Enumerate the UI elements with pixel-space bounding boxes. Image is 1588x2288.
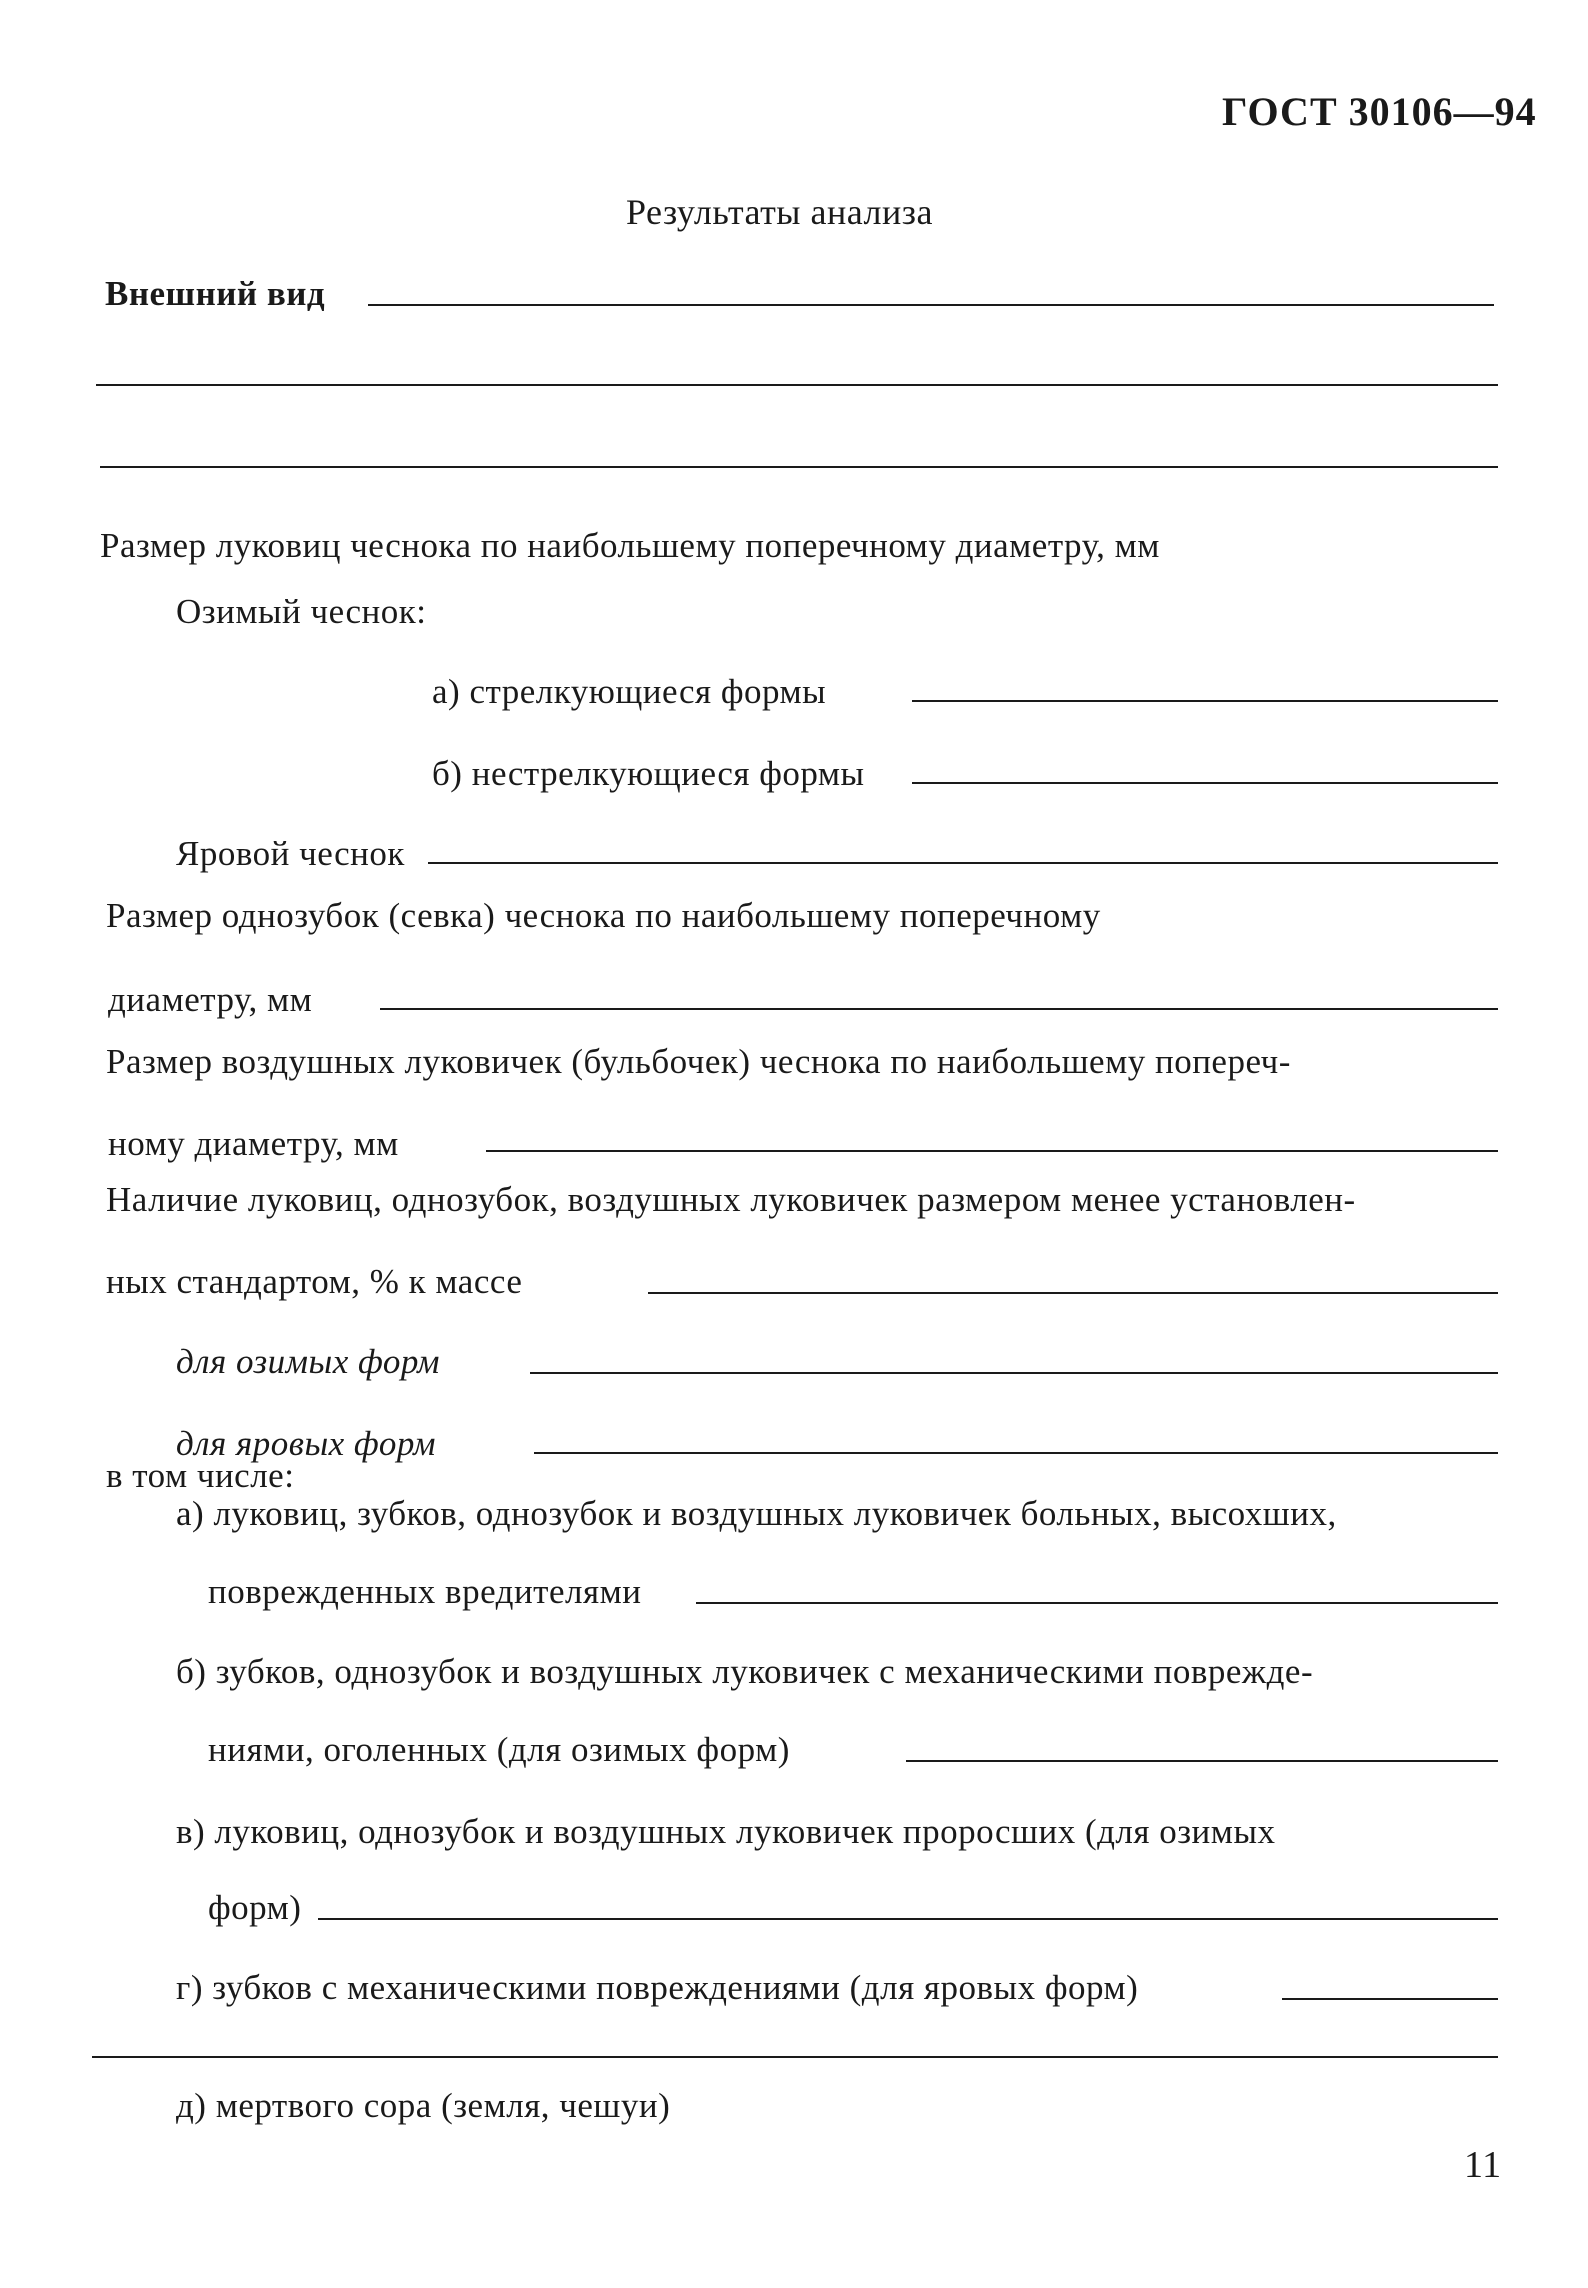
winter-garlic-label: Озимый чеснок:	[176, 592, 427, 631]
spring-garlic-line[interactable]	[428, 862, 1498, 864]
undersize-label-2: ных стандартом, % к массе	[106, 1262, 523, 1301]
item-a-line[interactable]	[696, 1602, 1498, 1604]
item-v-label: в) луковиц, однозубок и воздушных луковичек проросших (для озимых	[176, 1812, 1276, 1851]
standard-header: ГОСТ 30106—94	[1222, 89, 1537, 134]
item-g-line-2[interactable]	[92, 2056, 1498, 2058]
item-g-label: г) зубков с механическими повреждениями (для яровых форм)	[176, 1968, 1139, 2007]
appearance-label: Внешний вид	[105, 274, 326, 313]
page-number: 11	[1464, 2144, 1502, 2186]
spring-forms-label: для яровых форм	[176, 1424, 436, 1463]
bulb-size-label: Размер луковиц чеснока по наибольшему поперечному диаметру, мм	[100, 526, 1160, 565]
nonbolting-label: б) нестрелкующиеся формы	[432, 754, 865, 793]
bolting-line[interactable]	[912, 700, 1498, 702]
single-clove-label-2: диаметру, мм	[108, 980, 313, 1019]
item-b-label: б) зубков, однозубок и воздушных луковичек с механическими поврежде-	[176, 1652, 1314, 1691]
item-d-label: д) мертвого сора (земля, чешуи)	[176, 2086, 671, 2125]
bolting-label: а) стрелкующиеся формы	[432, 672, 827, 711]
bulbil-label: Размер воздушных луковичек (бульбочек) чеснока по наибольшему попереч-	[106, 1042, 1291, 1081]
appearance-line[interactable]	[368, 304, 1494, 306]
single-clove-line[interactable]	[380, 1008, 1498, 1010]
appearance-line-2[interactable]	[96, 384, 1498, 386]
spring-forms-line[interactable]	[534, 1452, 1498, 1454]
page-title: Результаты анализа	[626, 192, 933, 232]
item-a-label-2: поврежденных вредителями	[208, 1572, 642, 1611]
item-v-label-2: форм)	[208, 1888, 302, 1927]
item-b-label-2: ниями, оголенных (для озимых форм)	[208, 1730, 790, 1769]
including-label: в том числе:	[106, 1456, 295, 1495]
spring-garlic-label: Яровой чеснок	[176, 834, 405, 873]
winter-forms-line[interactable]	[530, 1372, 1498, 1374]
bulbil-line[interactable]	[486, 1150, 1498, 1152]
item-g-line[interactable]	[1282, 1998, 1498, 2000]
nonbolting-line[interactable]	[912, 782, 1498, 784]
undersize-label: Наличие луковиц, однозубок, воздушных луковичек размером менее установлен-	[106, 1180, 1356, 1219]
item-b-line[interactable]	[906, 1760, 1498, 1762]
appearance-line-3[interactable]	[100, 466, 1498, 468]
winter-forms-label: для озимых форм	[176, 1342, 440, 1381]
item-v-line[interactable]	[318, 1918, 1498, 1920]
item-a-label: а) луковиц, зубков, однозубок и воздушных луковичек больных, высохших,	[176, 1494, 1337, 1533]
undersize-line[interactable]	[648, 1292, 1498, 1294]
bulbil-label-2: ному диаметру, мм	[108, 1124, 399, 1163]
single-clove-label: Размер однозубок (севка) чеснока по наибольшему поперечному	[106, 896, 1101, 935]
